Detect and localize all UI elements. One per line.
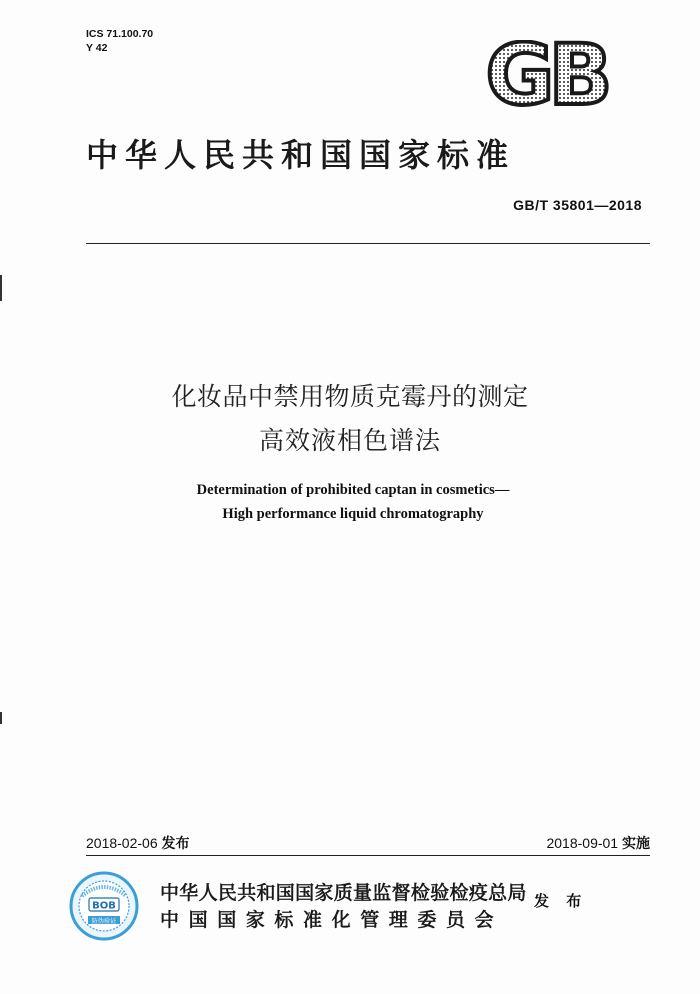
implement-label: 实施 (622, 836, 650, 852)
document-title-en-line2: High performance liquid chromatography (222, 506, 484, 522)
scan-edge-mark (0, 712, 2, 724)
seal-bottom-text: 防伪验证 (91, 917, 117, 925)
standard-number: GB/T 35801—2018 (513, 197, 642, 213)
implement-date-block (546, 833, 650, 853)
header-divider (86, 243, 650, 244)
anti-counterfeit-seal-icon (68, 870, 140, 942)
ics-code: ICS 71.100.70 (86, 28, 154, 40)
issuing-authority-line2: 中国国家标准化管理委员会 (160, 909, 504, 931)
classification-codes (86, 27, 153, 55)
national-standard-title: 中华人民共和国国家标准 (86, 136, 516, 174)
seal-brand-text: BOB (92, 900, 116, 912)
gb-logo-icon (478, 40, 614, 112)
publish-label: 发 布 (534, 892, 588, 910)
implement-date: 2018-09-01 (546, 835, 619, 851)
issue-date-block (86, 833, 190, 853)
document-title-en-line1: Determination of prohibited captan in cosmetics— (196, 482, 510, 498)
document-title-cn-line2: 高效液相色谱法 (258, 426, 441, 455)
issue-label: 发布 (161, 836, 190, 852)
document-title-cn-line1: 化妆品中禁用物质克霉丹的测定 (171, 382, 529, 411)
gb-logo-text: GB (485, 40, 607, 112)
issue-date: 2018-02-06 (86, 835, 158, 851)
issuing-authority-line1: 中华人民共和国国家质量监督检验检疫总局 (160, 882, 527, 904)
footer-divider (86, 855, 650, 856)
scan-edge-mark (0, 275, 2, 301)
ccs-code: Y 42 (86, 42, 108, 54)
